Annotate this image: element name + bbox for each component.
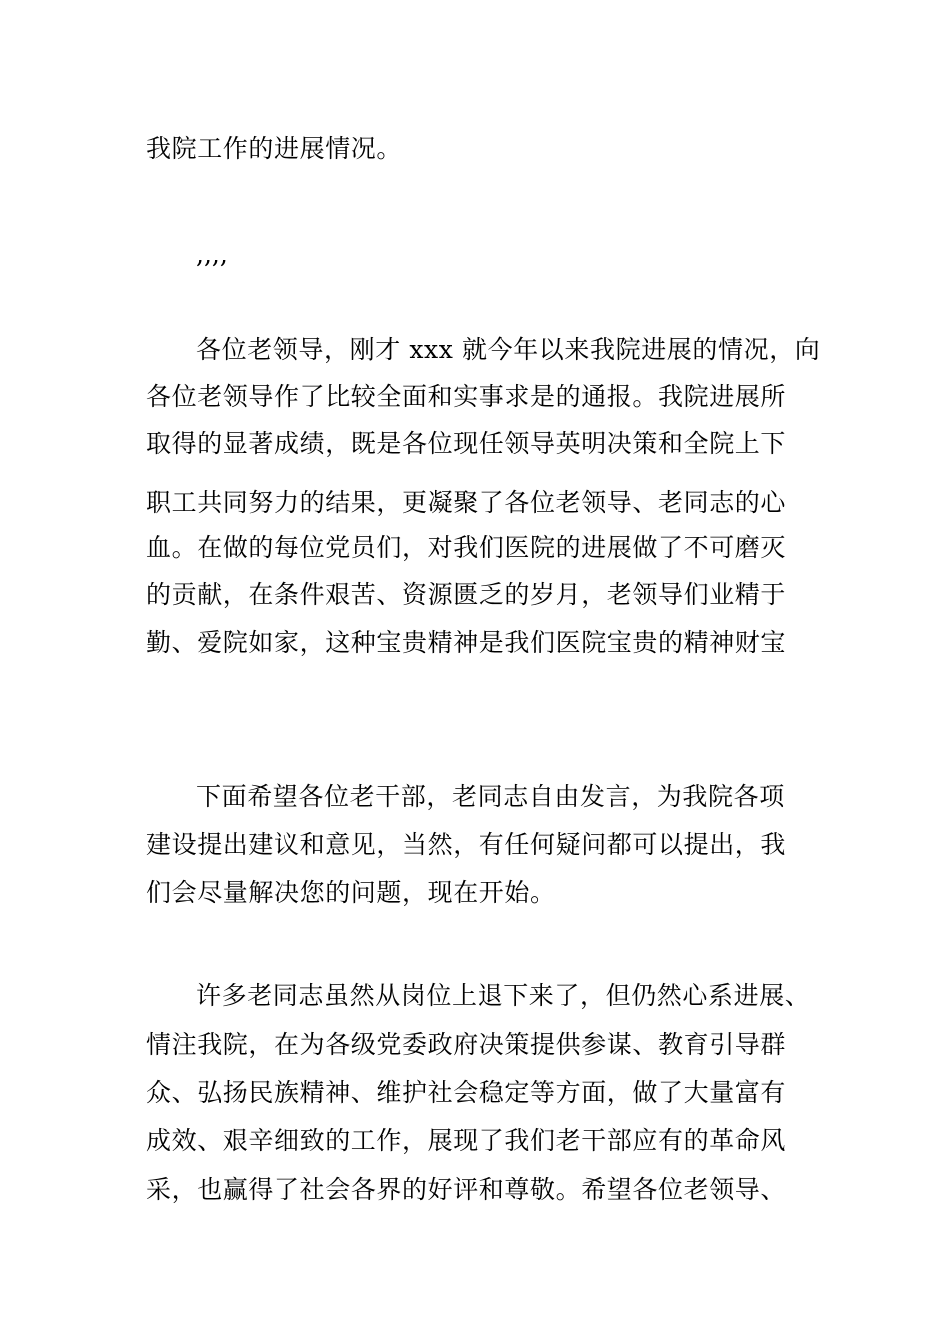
text-line-4: 各位老领导作了比较全面和实事求是的通报。我院进展所 (146, 382, 787, 411)
text-line-15: 众、弘扬民族精神、维护社会稳定等方面，做了大量富有 (146, 1078, 787, 1107)
text-line-6: 职工共同努力的结果，更凝聚了各位老领导、老同志的心 (146, 488, 787, 517)
text-line-8: 的贡献，在条件艰苦、资源匮乏的岁月，老领导们业精于 (146, 580, 787, 609)
text-line-2: ,,,, (196, 240, 228, 269)
text-line-7: 血。在做的每位党员们，对我们医院的进展做了不可磨灭 (146, 533, 787, 562)
text-line-17: 采，也赢得了社会各界的好评和尊敬。希望各位老领导、 (146, 1175, 787, 1204)
text-line-9: 勤、爱院如家，这种宝贵精神是我们医院宝贵的精神财宝 (146, 628, 787, 657)
text-line-16: 成效、艰辛细致的工作，展现了我们老干部应有的革命风 (146, 1126, 787, 1155)
text-line-3: 各位老领导，刚才 xxx 就今年以来我院进展的情况，向 (196, 335, 821, 364)
text-line-14: 情注我院，在为各级党委政府决策提供参谋、教育引导群 (146, 1030, 787, 1059)
text-line-11: 建设提出建议和意见，当然，有任何疑问都可以提出，我 (146, 830, 787, 859)
text-line-13: 许多老同志虽然从岗位上退下来了，但仍然心系进展、 (196, 981, 811, 1010)
text-line-12: 们会尽量解决您的问题，现在开始。 (146, 878, 556, 907)
text-line-1: 我院工作的进展情况。 (146, 134, 403, 163)
text-line-5: 取得的显著成绩，既是各位现任领导英明决策和全院上下 (146, 429, 787, 458)
text-line-10: 下面希望各位老干部，老同志自由发言，为我院各项 (196, 782, 785, 811)
